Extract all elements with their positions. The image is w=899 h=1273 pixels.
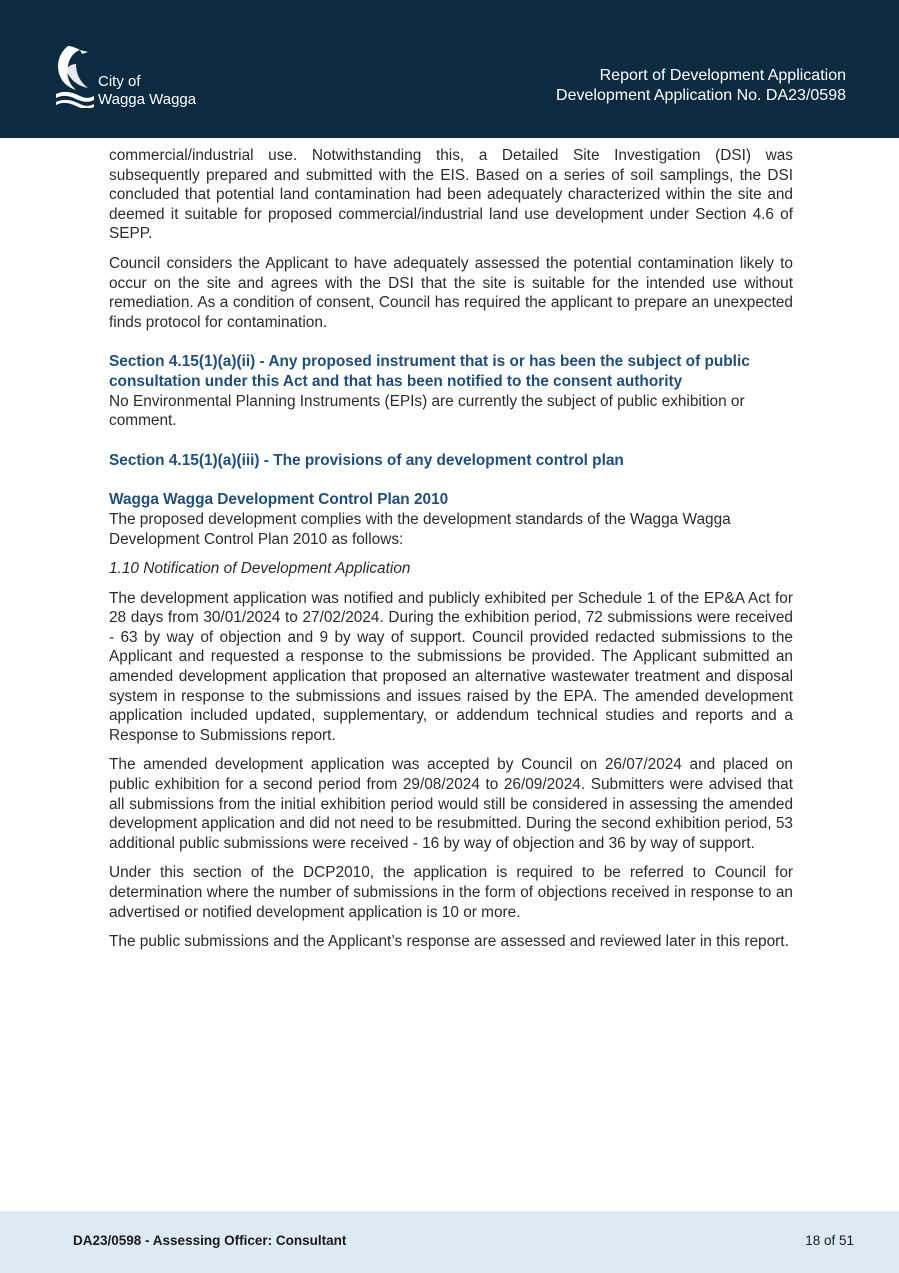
report-heading (556, 66, 846, 106)
paragraph-epi: No Environmental Planning Instruments (EPIs) are currently the subject of public exhibition or comment. (109, 392, 745, 430)
page-footer (0, 1211, 899, 1273)
paragraph-submissions-review: The public submissions and the Applicant’s response are assessed and reviewed later in this report. (109, 933, 789, 951)
page-number: 18 of 51 (805, 1233, 854, 1248)
bird-logo-icon (54, 44, 94, 108)
paragraph-dcp-intro: The proposed development complies with the development standards of the Wagga Wagga Development Control Plan 2010 as follows: (109, 510, 731, 548)
document-body (109, 146, 793, 962)
paragraph-referral: Under this section of the DCP2010, the application is required to be referred to Council for determination where the number of submissions in the form of objections received in response to an advertised or notified development application is 10 or more. (109, 864, 793, 921)
city-logo (54, 44, 224, 108)
heading-section-4-15-a-ii: Section 4.15(1)(a)(ii) - Any proposed instrument that is or has been the subject of public consultation under this Act and that has been notified to the consent authority (109, 353, 750, 390)
heading-dcp-2010: Wagga Wagga Development Control Plan 2010 (109, 491, 449, 509)
logo-line-2: Wagga Wagga (98, 91, 197, 108)
paragraph-council-contamination: Council considers the Applicant to have adequately assessed the potential contamination likely to occur on the site and agrees with the DSI that the site is suitable for the intended use without remediation. As a condition of consent, Council has required the applicant to prepare an unexpected finds protocol for contamination. (109, 254, 793, 331)
paragraph-second-exhibition: The amended development application was accepted by Council on 26/07/2024 and placed on public exhibition for a second period from 29/08/2024 to 26/09/2024. Submitters were advised that all submissions from the initial exhibition period would still be considered in assessing the amended development application and did not need to be resubmitted. During the second exhibition period, 53 additional public submissions were received - 16 by way of objection and 36 by way of support. (109, 756, 793, 852)
subheading-notification: 1.10 Notification of Development Application (109, 560, 411, 578)
paragraph-dsi: commercial/industrial use. Notwithstanding this, a Detailed Site Investigation (DSI) was subsequently prepared and submitted with the EIS. Based on a series of soil samplings, the DSI concluded that potential land contamination had been adequately characterized within the site and deemed it suitable for proposed commercial/industrial land use development under Section 4.6 of SEPP. (109, 147, 793, 243)
logo-line-1: City of (98, 73, 141, 90)
page-header (0, 0, 899, 138)
paragraph-first-exhibition: The development application was notified and publicly exhibited per Schedule 1 of the EP&A Act for 28 days from 30/01/2024 to 27/02/2024. During the exhibition period, 72 submissions were received - 63 by way of objection and 9 by way of support. Council provided redacted submissions to the Applicant and requested a response to the submissions be provided. The Applicant submitted an amended development application that proposed an alternative wastewater treatment and disposal system in response to the submissions and issues raised by the EPA. The amended development application included updated, supplementary, or addendum technical studies and reports and a Response to Submissions report. (109, 589, 793, 744)
logo-wordmark (98, 73, 196, 109)
report-title: Report of Development Application (599, 67, 846, 84)
application-number: Development Application No. DA23/0598 (556, 87, 846, 104)
heading-section-4-15-a-iii: Section 4.15(1)(a)(iii) - The provisions of any development control plan (109, 451, 624, 469)
footer-officer: DA23/0598 - Assessing Officer: Consultant (73, 1233, 347, 1248)
